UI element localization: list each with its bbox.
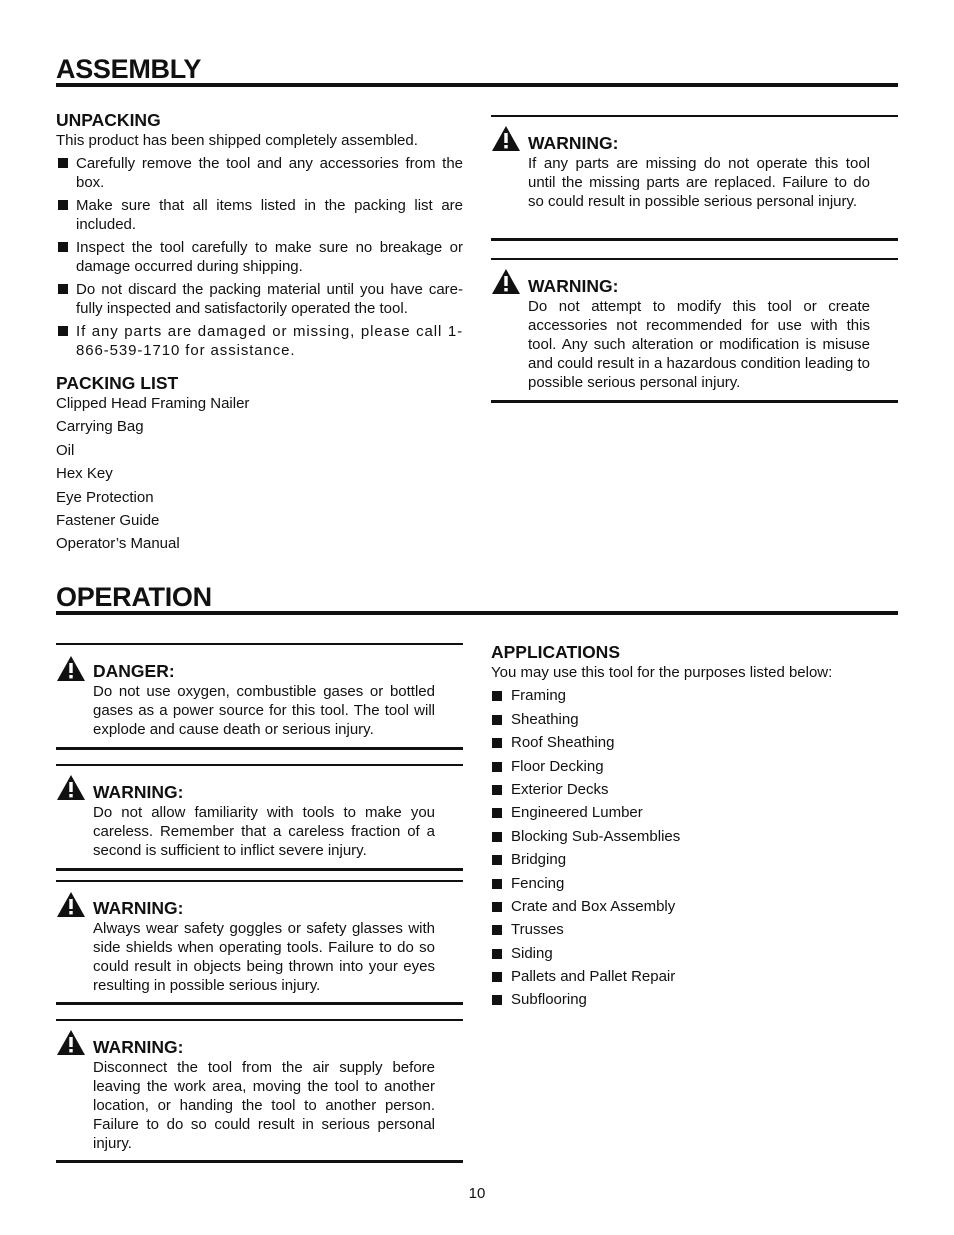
page-number: 10 (468, 1185, 486, 1202)
assembly-section-title: ASSEMBLY (56, 54, 898, 87)
list-item: Eye Protection (56, 488, 154, 506)
warning-label: WARNING: (528, 133, 619, 153)
list-item: Fencing (491, 874, 898, 893)
applications-column (491, 642, 898, 1009)
packing-list-heading: PACKING LIST (56, 373, 179, 393)
list-item: Pallets and Pallet Repair (491, 967, 898, 986)
warning-triangle-icon (491, 268, 521, 295)
list-item: Trusses (491, 920, 898, 939)
list-item: Blocking Sub-Assemblies (491, 827, 898, 846)
danger-text: Do not use oxygen, combustible gases or bottled gases as a power source for this tool. The tool will explode and cause death or serious injury. (93, 683, 435, 738)
list-item: Siding (491, 944, 898, 963)
warning-triangle-icon (56, 655, 86, 682)
list-item: Oil (56, 441, 75, 459)
list-item: Sheathing (491, 710, 898, 729)
warning-triangle-icon (491, 125, 521, 152)
applications-intro: You may use this tool for the purposes listed below: (491, 664, 833, 681)
list-item: Operator’s Manual (56, 535, 180, 553)
list-item: Floor Decking (491, 757, 898, 776)
list-item: Bridging (491, 850, 898, 869)
list-item: Clipped Head Framing Nailer (56, 395, 250, 412)
warning-text: Do not attempt to modify this tool or create accessories not recommended for use with this tool. Any such alteration or modification is misuse and could result in a hazardous condition leading to possible serious personal injury. (528, 298, 870, 391)
list-item: Fastener Guide (56, 511, 160, 529)
packing-list (56, 394, 463, 553)
danger-box (56, 643, 463, 750)
danger-label: DANGER: (93, 661, 175, 681)
list-item: If any parts are damaged or missing, please call 1-866-539-1710 for assistance. (56, 322, 463, 360)
warning-box (56, 1019, 463, 1163)
warning-triangle-icon (56, 774, 86, 801)
list-item: Inspect the tool carefully to make sure no breakage or damage occurred during shipping. (56, 238, 463, 276)
warning-text: Disconnect the tool from the air supply before leaving the work area, moving the tool to another location, or handing the tool to another person. Failure to do so could result in serious personal injury. (93, 1059, 435, 1152)
assembly-left-column (56, 110, 463, 558)
warning-text: Always wear safety goggles or safety glasses with side shields when operating tools. Failure to do so could result in objects being thrown into your eyes resulting in possible serious injury. (93, 920, 435, 994)
list-item: Carefully remove the tool and any accessories from the box. (56, 154, 463, 192)
unpacking-bullet-list (56, 154, 463, 360)
warning-label: WARNING: (528, 276, 619, 296)
list-item: Crate and Box Assembly (491, 897, 898, 916)
warning-triangle-icon (56, 891, 86, 918)
operation-section-title: OPERATION (56, 582, 898, 615)
warning-box (56, 880, 463, 1005)
list-item: Make sure that all items listed in the packing list are included. (56, 196, 463, 234)
list-item: Carrying Bag (56, 418, 144, 436)
list-item: Engineered Lumber (491, 803, 898, 822)
warning-label: WARNING: (93, 898, 184, 918)
unpacking-heading: UNPACKING (56, 110, 161, 130)
list-item: Roof Sheathing (491, 733, 898, 752)
warning-label: WARNING: (93, 782, 184, 802)
warning-text: If any parts are missing do not operate this tool until the missing parts are replaced. Failure to do so could result in possible serious personal injury. (528, 155, 870, 210)
list-item: Framing (491, 686, 898, 705)
list-item: Exterior Decks (491, 780, 898, 799)
warning-label: WARNING: (93, 1037, 184, 1057)
unpacking-intro: This product has been shipped completely assembled. (56, 132, 418, 149)
list-item: Do not discard the packing material until you have care-fully inspected and satisfactorily operated the tool. (56, 280, 463, 318)
warning-box (56, 764, 463, 871)
warning-triangle-icon (56, 1029, 86, 1056)
list-item: Hex Key (56, 465, 113, 483)
warning-box (491, 115, 898, 241)
applications-heading: APPLICATIONS (491, 642, 620, 662)
warning-box (491, 258, 898, 403)
applications-list (491, 686, 898, 1009)
list-item: Subflooring (491, 990, 898, 1009)
warning-text: Do not allow familiarity with tools to make you careless. Remember that a careless fraction of a second is sufficient to inflict severe injury. (93, 804, 435, 859)
